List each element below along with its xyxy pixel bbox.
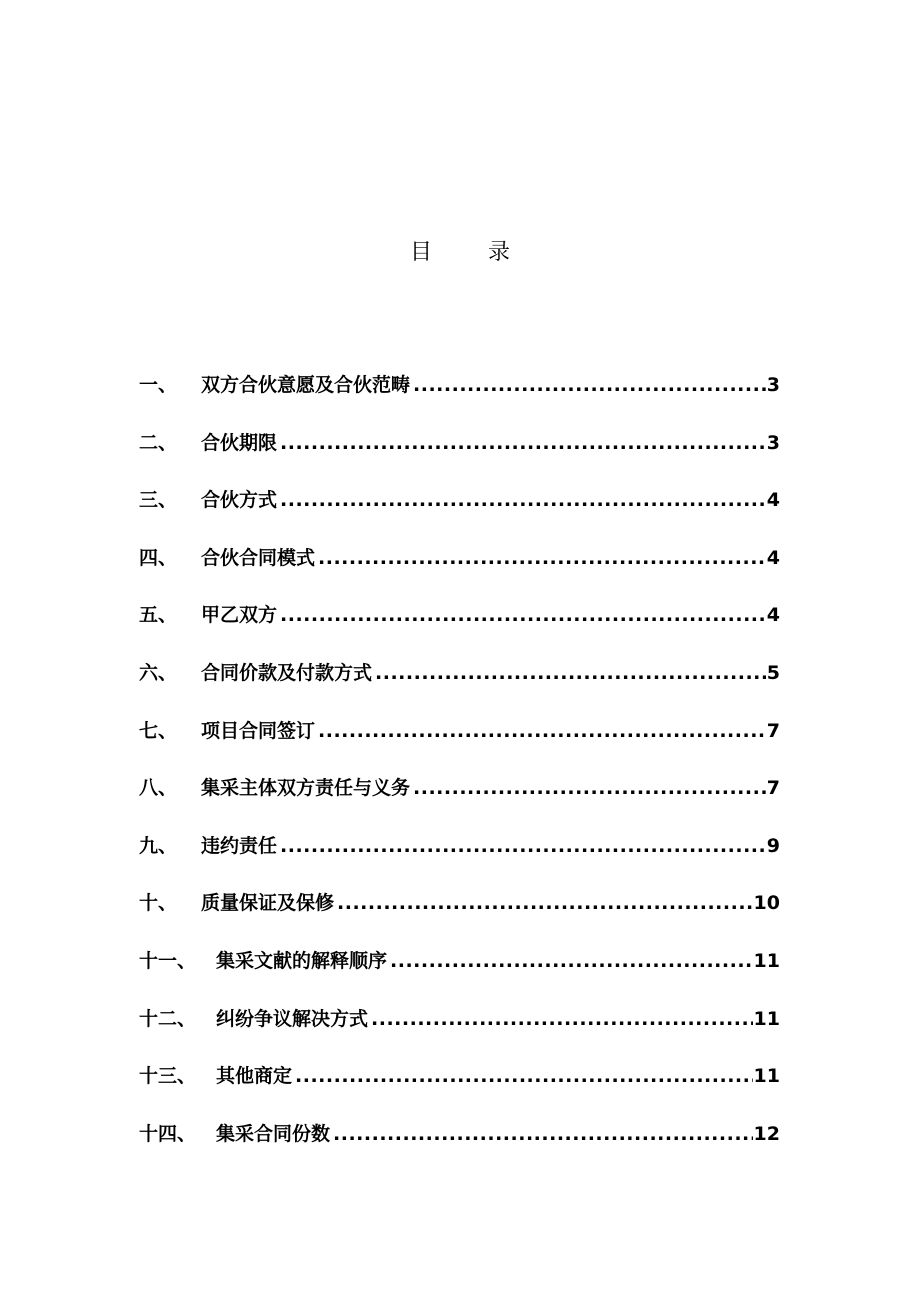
toc-entry-page: 10	[753, 892, 780, 915]
toc-entry-text: 集采文献的解释顺序	[216, 949, 388, 972]
toc-list	[139, 368, 780, 1174]
toc-entry-page: 9	[766, 834, 780, 857]
toc-entry-number: 八、	[139, 777, 178, 800]
toc-entry-page: 7	[766, 777, 780, 800]
toc-entry-page: 4	[766, 604, 780, 627]
toc-entry-8[interactable]	[139, 771, 780, 829]
toc-entry-text: 合伙期限	[201, 431, 278, 454]
toc-entry-4[interactable]	[139, 541, 780, 599]
toc-entry-2[interactable]	[139, 426, 780, 484]
toc-entry-3[interactable]	[139, 483, 780, 541]
toc-entry-text: 纠纷争议解决方式	[216, 1007, 369, 1030]
toc-entry-text: 其他商定	[216, 1065, 293, 1088]
toc-title-part1: 目	[409, 240, 432, 265]
toc-entry-page: 11	[753, 1065, 780, 1088]
toc-entry-text: 质量保证及保修	[201, 892, 335, 915]
toc-dot-leader	[413, 368, 766, 402]
toc-entry-number: 五、	[139, 604, 178, 627]
toc-entry-page: 5	[766, 661, 780, 684]
toc-entry-9[interactable]	[139, 829, 780, 887]
toc-entry-page: 12	[753, 1122, 780, 1145]
toc-entry-14[interactable]	[139, 1117, 780, 1175]
toc-dot-leader	[371, 1002, 753, 1036]
toc-entry-text: 项目合同签订	[201, 719, 316, 742]
toc-entry-number: 四、	[139, 546, 178, 569]
toc-entry-number: 九、	[139, 834, 178, 857]
toc-entry-text: 集采主体双方责任与义务	[201, 777, 411, 800]
toc-entry-number: 十一、	[139, 949, 197, 972]
toc-dot-leader	[318, 541, 766, 575]
toc-entry-1[interactable]	[139, 368, 780, 426]
toc-entry-page: 11	[753, 949, 780, 972]
toc-entry-text: 合同价款及付款方式	[201, 661, 373, 684]
toc-dot-leader	[318, 714, 766, 748]
toc-entry-13[interactable]	[139, 1059, 780, 1117]
toc-entry-11[interactable]	[139, 944, 780, 1002]
toc-entry-number: 十二、	[139, 1007, 197, 1030]
toc-entry-text: 合伙方式	[201, 489, 278, 512]
toc-entry-10[interactable]	[139, 886, 780, 944]
toc-title-part2: 录	[488, 240, 511, 265]
toc-entry-number: 六、	[139, 661, 178, 684]
toc-dot-leader	[280, 598, 766, 632]
toc-entry-text: 集采合同份数	[216, 1122, 331, 1145]
toc-entry-number: 一、	[139, 374, 178, 396]
toc-entry-number: 十、	[139, 892, 178, 915]
toc-dot-leader	[333, 1117, 753, 1151]
toc-dot-leader	[280, 483, 766, 517]
toc-entry-7[interactable]	[139, 714, 780, 772]
toc-entry-12[interactable]	[139, 1002, 780, 1060]
toc-dot-leader	[280, 829, 766, 863]
toc-entry-page: 3	[766, 431, 780, 454]
toc-dot-leader	[337, 886, 753, 920]
toc-entry-6[interactable]	[139, 656, 780, 714]
toc-entry-number: 二、	[139, 431, 178, 454]
toc-entry-text: 合伙合同模式	[201, 546, 316, 569]
toc-entry-text: 甲乙双方	[201, 604, 278, 627]
toc-dot-leader	[375, 656, 766, 690]
toc-entry-page: 4	[766, 489, 780, 512]
toc-dot-leader	[390, 944, 753, 978]
toc-entry-number: 十三、	[139, 1065, 197, 1088]
toc-dot-leader	[413, 771, 766, 805]
toc-dot-leader	[280, 426, 766, 460]
toc-entry-page: 7	[766, 719, 780, 742]
toc-entry-number: 七、	[139, 719, 178, 742]
toc-entry-page: 3	[766, 374, 780, 396]
toc-entry-number: 十四、	[139, 1122, 197, 1145]
toc-entry-text: 双方合伙意愿及合伙范畴	[201, 374, 411, 396]
toc-entry-page: 4	[766, 546, 780, 569]
toc-entry-page: 11	[753, 1007, 780, 1030]
toc-dot-leader	[295, 1059, 753, 1093]
toc-title	[0, 236, 920, 270]
toc-entry-text: 违约责任	[201, 834, 278, 857]
toc-entry-number: 三、	[139, 489, 178, 512]
toc-entry-5[interactable]	[139, 598, 780, 656]
